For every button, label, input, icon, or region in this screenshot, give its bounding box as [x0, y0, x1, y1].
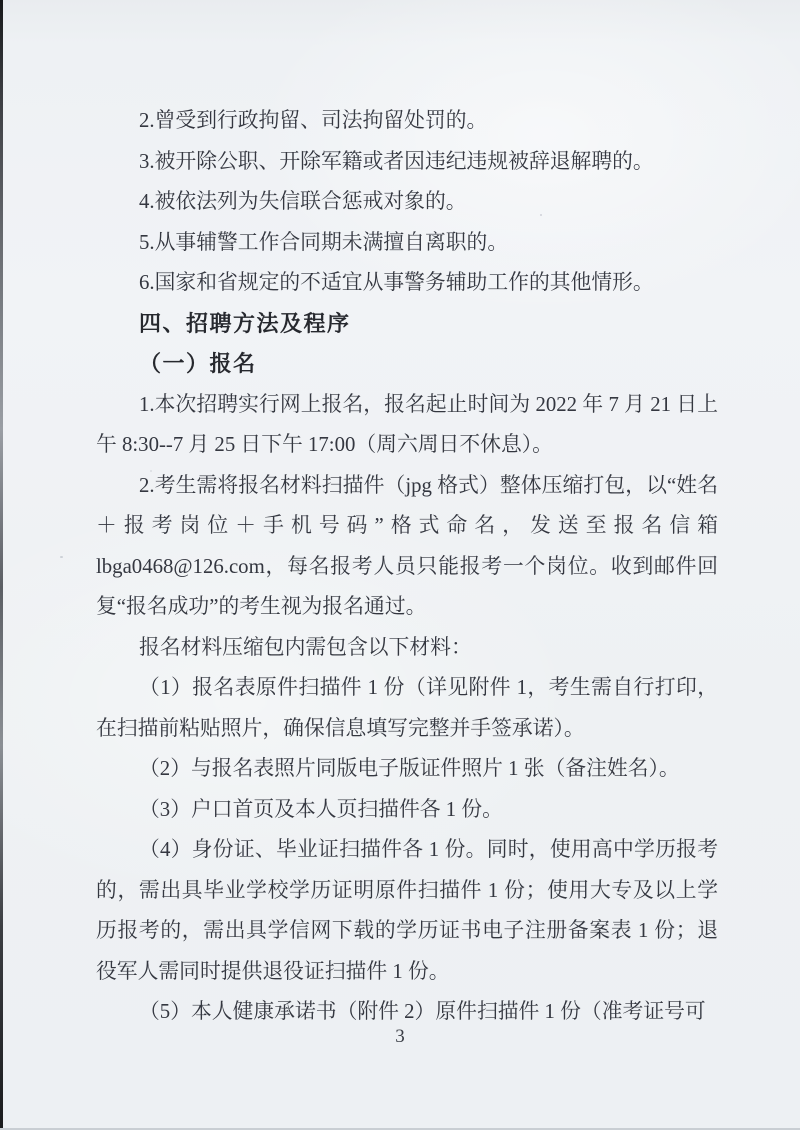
list-item-penalty-detention: 2.曾受到行政拘留、司法拘留处罚的。: [139, 109, 488, 132]
section-heading-recruitment-method: 四、招聘方法及程序: [139, 310, 351, 336]
scan-speck: [60, 556, 63, 558]
paragraph-submission-email: 2.考生需将报名材料扫描件（jpg 格式）整体压缩打包，以“姓名＋报考岗位＋手机号码”格式命名，发送至报名信箱 lbga0468@126.com，每名报考人员只能报考一个岗位。收到邮件回复“报名成功”的考生视为报名通过。: [96, 473, 718, 618]
list-item-other-circumstances: 6.国家和省规定的不适宜从事警务辅助工作的其他情形。: [139, 271, 654, 294]
page-number: 3: [395, 1026, 405, 1047]
paragraph-registration-time: 1.本次招聘实行网上报名，报名起止时间为 2022 年 7 月 21 日上午 8:30--7 月 25 日下午 17:00（周六周日不休息）。: [96, 392, 718, 456]
list-item-dismissal: 3.被开除公职、开除军籍或者因违纪违规被辞退解聘的。: [139, 149, 654, 173]
scan-left-edge-artifact: [0, 0, 3, 1130]
paragraph-material-2-photo: （2）与报名表照片同版电子版证件照片 1 张（备注姓名）。: [139, 757, 680, 780]
list-item-quit-before-term: 5.从事辅警工作合同期未满擅自离职的。: [139, 230, 509, 254]
paragraph-material-5-health: （5）本人健康承诺书（附件 2）原件扫描件 1 份（准考证号可: [139, 1000, 706, 1023]
paragraph-material-3-hukou: （3）户口首页及本人页扫描件各 1 份。: [139, 797, 503, 821]
paragraph-material-1-form: （1）报名表原件扫描件 1 份（详见附件 1，考生需自行打印，在扫描前粘贴照片，确保信息填写完整并手签承诺）。: [96, 676, 718, 740]
document-content: [96, 101, 718, 1033]
paragraph-materials-intro: 报名材料压缩包内需包含以下材料：: [139, 635, 472, 659]
paragraph-material-4-id-diploma: （4）身份证、毕业证扫描件各 1 份。同时，使用高中学历报考的，需出具毕业学校学历证明原件扫描件 1 份；使用大专及以上学历报考的，需出具学信网下载的学历证书电子注册备案表 1 份；退役军人需同时提供退役证扫描件 1 份。: [96, 838, 718, 983]
list-item-dishonesty-blacklist: 4.被依法列为失信联合惩戒对象的。: [139, 190, 467, 213]
subsection-heading-registration: （一）报名: [139, 351, 257, 376]
